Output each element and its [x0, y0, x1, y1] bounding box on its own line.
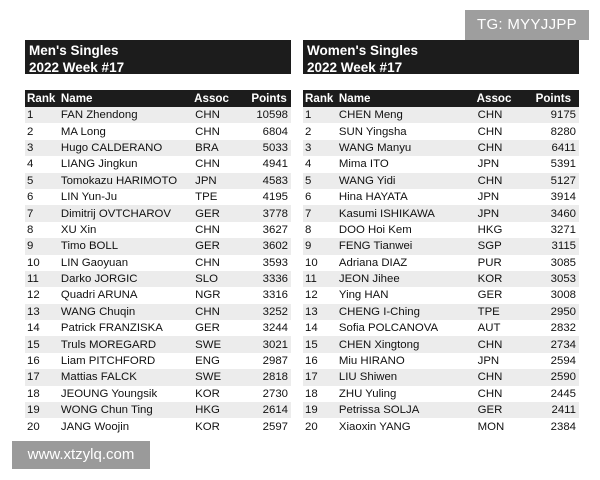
- name-cell: FENG Tianwei: [337, 238, 475, 254]
- name-cell: Darko JORGIC: [59, 271, 192, 287]
- rank-cell: 8: [25, 222, 59, 238]
- points-cell: 2818: [248, 369, 291, 385]
- points-cell: 2832: [529, 320, 579, 336]
- rank-cell: 14: [25, 320, 59, 336]
- assoc-cell: JPN: [475, 353, 529, 369]
- rank-cell: 15: [25, 336, 59, 352]
- rank-cell: 2: [25, 123, 59, 139]
- table-row: [303, 287, 579, 303]
- points-cell: 3593: [248, 255, 291, 271]
- name-cell: XU Xin: [59, 222, 192, 238]
- name-cell: Hina HAYATA: [337, 189, 475, 205]
- name-cell: Petrissa SOLJA: [337, 402, 475, 418]
- points-cell: 2590: [529, 369, 579, 385]
- assoc-cell: CHN: [475, 140, 529, 156]
- rank-cell: 8: [303, 222, 337, 238]
- points-cell: 3271: [529, 222, 579, 238]
- rank-cell: 18: [303, 386, 337, 402]
- table-row: [303, 369, 579, 385]
- name-cell: LIU Shiwen: [337, 369, 475, 385]
- table-row: [303, 353, 579, 369]
- name-cell: WANG Manyu: [337, 140, 475, 156]
- rank-cell: 20: [303, 418, 337, 434]
- name-column-header: Name: [337, 90, 475, 107]
- assoc-cell: ENG: [192, 353, 248, 369]
- points-cell: 9175: [529, 107, 579, 123]
- assoc-cell: CHN: [475, 336, 529, 352]
- table-row: [25, 189, 291, 205]
- assoc-cell: KOR: [192, 386, 248, 402]
- rank-cell: 6: [25, 189, 59, 205]
- womens-singles-panel: [303, 40, 579, 435]
- table-row: [303, 304, 579, 320]
- name-cell: Kasumi ISHIKAWA: [337, 205, 475, 221]
- table-row: [25, 336, 291, 352]
- rank-cell: 16: [25, 353, 59, 369]
- name-cell: LIN Yun-Ju: [59, 189, 192, 205]
- assoc-cell: CHN: [192, 304, 248, 320]
- assoc-cell: NGR: [192, 287, 248, 303]
- name-cell: Patrick FRANZISKA: [59, 320, 192, 336]
- rank-cell: 15: [303, 336, 337, 352]
- table-row: [25, 173, 291, 189]
- points-cell: 3460: [529, 205, 579, 221]
- table-row: [303, 140, 579, 156]
- assoc-cell: GER: [475, 287, 529, 303]
- points-cell: 2734: [529, 336, 579, 352]
- name-cell: MA Long: [59, 123, 192, 139]
- table-row: [25, 402, 291, 418]
- name-column-header: Name: [59, 90, 192, 107]
- name-cell: Truls MOREGARD: [59, 336, 192, 352]
- name-cell: LIN Gaoyuan: [59, 255, 192, 271]
- table-row: [303, 271, 579, 287]
- mens-table-body: [25, 107, 291, 435]
- points-cell: 3252: [248, 304, 291, 320]
- assoc-cell: GER: [475, 402, 529, 418]
- assoc-cell: SWE: [192, 369, 248, 385]
- table-row: [303, 320, 579, 336]
- assoc-cell: CHN: [192, 107, 248, 123]
- table-row: [25, 222, 291, 238]
- table-row: [303, 386, 579, 402]
- assoc-cell: AUT: [475, 320, 529, 336]
- points-cell: 3336: [248, 271, 291, 287]
- rank-cell: 12: [25, 287, 59, 303]
- rank-cell: 14: [303, 320, 337, 336]
- rank-cell: 6: [303, 189, 337, 205]
- assoc-cell: TPE: [192, 189, 248, 205]
- points-column-header: Points: [248, 90, 291, 107]
- assoc-cell: GER: [192, 320, 248, 336]
- points-cell: 2411: [529, 402, 579, 418]
- assoc-cell: TPE: [475, 304, 529, 320]
- assoc-cell: CHN: [475, 386, 529, 402]
- rank-cell: 9: [25, 238, 59, 254]
- rank-cell: 2: [303, 123, 337, 139]
- assoc-cell: SWE: [192, 336, 248, 352]
- mens-header-row: [25, 90, 291, 107]
- name-cell: FAN Zhendong: [59, 107, 192, 123]
- mens-title: Men's Singles: [29, 43, 119, 58]
- points-cell: 5033: [248, 140, 291, 156]
- points-cell: 2730: [248, 386, 291, 402]
- name-cell: Mattias FALCK: [59, 369, 192, 385]
- points-cell: 5391: [529, 156, 579, 172]
- assoc-cell: HKG: [192, 402, 248, 418]
- name-cell: Ying HAN: [337, 287, 475, 303]
- points-cell: 2594: [529, 353, 579, 369]
- points-cell: 2445: [529, 386, 579, 402]
- womens-table-body: [303, 107, 579, 435]
- table-row: [25, 418, 291, 434]
- name-cell: ZHU Yuling: [337, 386, 475, 402]
- assoc-cell: CHN: [192, 255, 248, 271]
- assoc-cell: CHN: [192, 156, 248, 172]
- womens-title: Women's Singles: [307, 43, 418, 58]
- rank-cell: 19: [303, 402, 337, 418]
- table-row: [303, 238, 579, 254]
- mens-title-block: [25, 40, 291, 74]
- assoc-cell: CHN: [475, 173, 529, 189]
- womens-ranking-table: [303, 90, 579, 435]
- name-cell: CHEN Meng: [337, 107, 475, 123]
- assoc-cell: GER: [192, 205, 248, 221]
- name-cell: Timo BOLL: [59, 238, 192, 254]
- assoc-cell: CHN: [192, 222, 248, 238]
- table-row: [303, 156, 579, 172]
- assoc-cell: PUR: [475, 255, 529, 271]
- womens-week: 2022 Week #17: [307, 60, 403, 75]
- points-cell: 4583: [248, 173, 291, 189]
- table-row: [25, 156, 291, 172]
- points-cell: 2987: [248, 353, 291, 369]
- rank-cell: 20: [25, 418, 59, 434]
- rank-cell: 12: [303, 287, 337, 303]
- rank-cell: 11: [25, 271, 59, 287]
- womens-header-row: [303, 90, 579, 107]
- name-cell: Miu HIRANO: [337, 353, 475, 369]
- points-cell: 3115: [529, 238, 579, 254]
- rank-cell: 16: [303, 353, 337, 369]
- rank-cell: 1: [303, 107, 337, 123]
- table-row: [25, 287, 291, 303]
- table-row: [303, 402, 579, 418]
- name-cell: SUN Yingsha: [337, 123, 475, 139]
- table-row: [25, 238, 291, 254]
- points-cell: 3053: [529, 271, 579, 287]
- rank-cell: 4: [303, 156, 337, 172]
- name-cell: WONG Chun Ting: [59, 402, 192, 418]
- name-cell: CHEN Xingtong: [337, 336, 475, 352]
- name-cell: LIANG Jingkun: [59, 156, 192, 172]
- points-cell: 3244: [248, 320, 291, 336]
- name-cell: Quadri ARUNA: [59, 287, 192, 303]
- name-cell: WANG Chuqin: [59, 304, 192, 320]
- name-cell: DOO Hoi Kem: [337, 222, 475, 238]
- assoc-cell: GER: [192, 238, 248, 254]
- assoc-cell: JPN: [475, 156, 529, 172]
- points-cell: 3316: [248, 287, 291, 303]
- assoc-column-header: Assoc: [475, 90, 529, 107]
- points-cell: 2597: [248, 418, 291, 434]
- assoc-cell: CHN: [475, 123, 529, 139]
- points-cell: 8280: [529, 123, 579, 139]
- rank-cell: 7: [303, 205, 337, 221]
- name-cell: Xiaoxin YANG: [337, 418, 475, 434]
- name-cell: Adriana DIAZ: [337, 255, 475, 271]
- name-cell: Mima ITO: [337, 156, 475, 172]
- rank-cell: 19: [25, 402, 59, 418]
- assoc-column-header: Assoc: [192, 90, 248, 107]
- table-row: [25, 107, 291, 123]
- points-cell: 3602: [248, 238, 291, 254]
- points-cell: 3008: [529, 287, 579, 303]
- points-cell: 3085: [529, 255, 579, 271]
- assoc-cell: SLO: [192, 271, 248, 287]
- points-cell: 4941: [248, 156, 291, 172]
- name-cell: WANG Yidi: [337, 173, 475, 189]
- rank-cell: 10: [303, 255, 337, 271]
- rank-cell: 5: [25, 173, 59, 189]
- table-row: [303, 173, 579, 189]
- mens-week: 2022 Week #17: [29, 60, 125, 75]
- table-row: [25, 140, 291, 156]
- points-cell: 6411: [529, 140, 579, 156]
- assoc-cell: MON: [475, 418, 529, 434]
- assoc-cell: CHN: [192, 123, 248, 139]
- table-row: [25, 123, 291, 139]
- name-cell: Dimitrij OVTCHAROV: [59, 205, 192, 221]
- mens-singles-panel: [25, 40, 291, 435]
- name-cell: JEOUNG Youngsik: [59, 386, 192, 402]
- name-cell: Sofia POLCANOVA: [337, 320, 475, 336]
- points-cell: 3778: [248, 205, 291, 221]
- url-watermark: www.xtzylq.com: [12, 441, 150, 469]
- assoc-cell: JPN: [475, 205, 529, 221]
- assoc-cell: JPN: [475, 189, 529, 205]
- assoc-cell: CHN: [475, 107, 529, 123]
- assoc-cell: JPN: [192, 173, 248, 189]
- table-row: [25, 255, 291, 271]
- table-row: [303, 222, 579, 238]
- womens-title-block: [303, 40, 579, 74]
- name-cell: CHENG I-Ching: [337, 304, 475, 320]
- table-row: [25, 386, 291, 402]
- rank-cell: 4: [25, 156, 59, 172]
- rank-cell: 3: [303, 140, 337, 156]
- table-row: [25, 369, 291, 385]
- name-cell: JEON Jihee: [337, 271, 475, 287]
- points-cell: 4195: [248, 189, 291, 205]
- points-cell: 3627: [248, 222, 291, 238]
- table-row: [303, 107, 579, 123]
- points-cell: 2614: [248, 402, 291, 418]
- rank-cell: 17: [25, 369, 59, 385]
- points-cell: 2950: [529, 304, 579, 320]
- table-row: [303, 189, 579, 205]
- rank-column-header: Rank: [25, 90, 59, 107]
- table-row: [25, 320, 291, 336]
- rank-cell: 10: [25, 255, 59, 271]
- table-row: [25, 353, 291, 369]
- points-cell: 3021: [248, 336, 291, 352]
- rank-cell: 13: [25, 304, 59, 320]
- points-cell: 10598: [248, 107, 291, 123]
- name-cell: Hugo CALDERANO: [59, 140, 192, 156]
- table-row: [303, 418, 579, 434]
- rank-cell: 9: [303, 238, 337, 254]
- name-cell: Tomokazu HARIMOTO: [59, 173, 192, 189]
- name-cell: Liam PITCHFORD: [59, 353, 192, 369]
- mens-ranking-table: [25, 90, 291, 435]
- rank-cell: 18: [25, 386, 59, 402]
- rank-column-header: Rank: [303, 90, 337, 107]
- rank-cell: 13: [303, 304, 337, 320]
- assoc-cell: BRA: [192, 140, 248, 156]
- assoc-cell: KOR: [192, 418, 248, 434]
- points-cell: 5127: [529, 173, 579, 189]
- points-column-header: Points: [529, 90, 579, 107]
- rank-cell: 3: [25, 140, 59, 156]
- table-row: [25, 271, 291, 287]
- assoc-cell: SGP: [475, 238, 529, 254]
- telegram-watermark: TG: MYYJJPP: [465, 10, 589, 40]
- table-row: [303, 336, 579, 352]
- table-row: [303, 255, 579, 271]
- rank-cell: 5: [303, 173, 337, 189]
- points-cell: 6804: [248, 123, 291, 139]
- table-row: [303, 205, 579, 221]
- rank-cell: 1: [25, 107, 59, 123]
- assoc-cell: KOR: [475, 271, 529, 287]
- table-row: [303, 123, 579, 139]
- rank-cell: 17: [303, 369, 337, 385]
- points-cell: 3914: [529, 189, 579, 205]
- name-cell: JANG Woojin: [59, 418, 192, 434]
- assoc-cell: HKG: [475, 222, 529, 238]
- assoc-cell: CHN: [475, 369, 529, 385]
- points-cell: 2384: [529, 418, 579, 434]
- rank-cell: 7: [25, 205, 59, 221]
- rank-cell: 11: [303, 271, 337, 287]
- table-row: [25, 205, 291, 221]
- table-row: [25, 304, 291, 320]
